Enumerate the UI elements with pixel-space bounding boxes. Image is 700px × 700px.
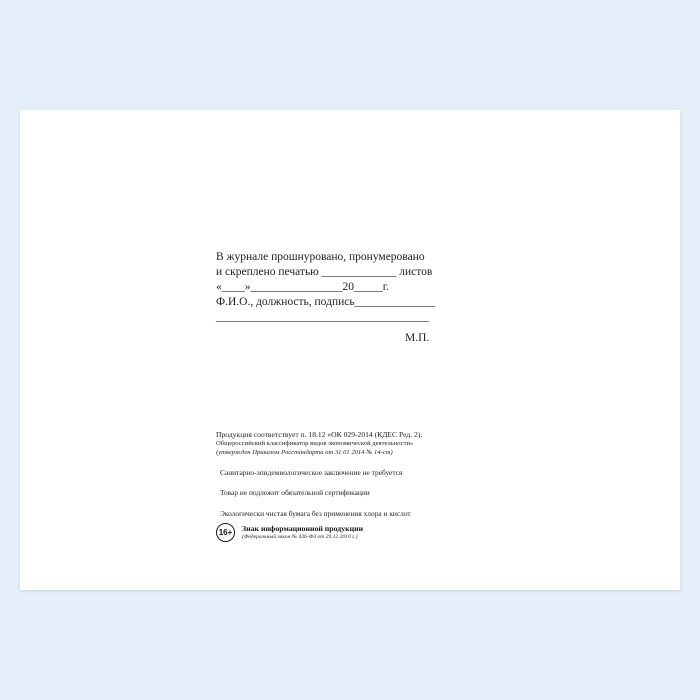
document-page [20, 110, 680, 590]
age-mark-texts [242, 524, 363, 541]
certification-line-2: и скреплено печатью _____________ листов [216, 265, 433, 278]
product-compliance-line-1: Продукция соответствует п. 18.12 «ОК 029-2014 (КДЕС Ред. 2). [216, 430, 423, 439]
eco-note: Экологически чистая бумага без применения хлора и кислот [220, 508, 411, 518]
certification-note: Товар не подлежит обязательной сертификации [220, 488, 370, 498]
seal-mark: М.П. [405, 332, 430, 344]
age-mark-subtitle: (Федеральный закон № 436-ФЗ от 29.12.2010 г.) [242, 533, 358, 540]
product-compliance-line-3: (утвержден Приказом Росстандарта от 31.01 2014 № 14-ст) [216, 449, 393, 457]
certification-line-5: _____________________________________ [216, 310, 429, 323]
age-rating-icon: 16+ [216, 523, 235, 542]
age-mark-title: Знак информационной продукции [242, 524, 364, 534]
product-compliance-line-2: Общероссийский классификатор видов экономической деятельности» [216, 440, 414, 448]
age-mark-row [216, 523, 363, 542]
certification-line-1: В журнале прошнуровано, пронумеровано [216, 251, 425, 263]
sanitary-note: Санитарно-эпидемиологическое заключение не требуется [220, 468, 403, 478]
certification-block [216, 250, 486, 325]
certification-line-3: «____»________________20_____г. [216, 280, 390, 293]
legal-block [216, 430, 546, 519]
page-content [20, 110, 680, 590]
certification-line-4: Ф.И.О., должность, подпись______________ [216, 295, 436, 308]
